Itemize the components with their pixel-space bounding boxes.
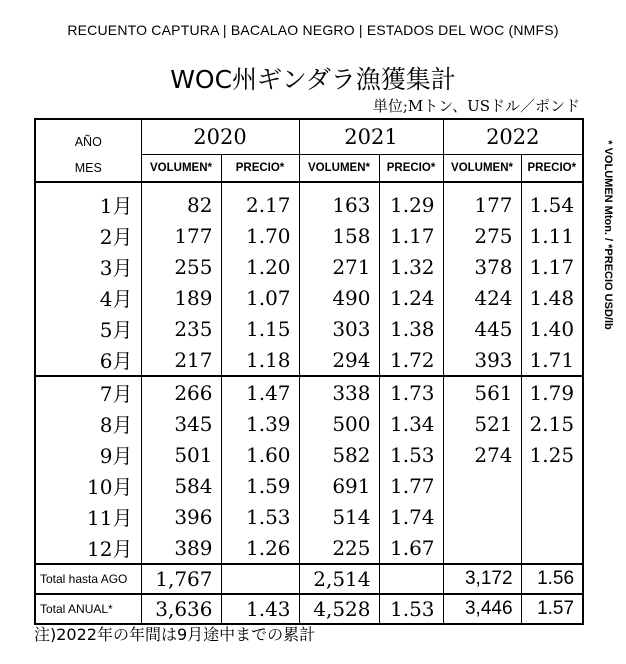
cell-volume-2022 [443,532,521,564]
cell-price-2021: 1.53 [379,439,443,470]
side-note-text: * VOLUMEN Mton. / *PRECIO USD/lb [602,140,614,330]
cell-volume-2022: 521 [443,408,521,439]
cell-price-2020: 2.17 [221,182,299,220]
total-anual-price-2021: 1.53 [379,594,443,624]
cell-volume-2022: 424 [443,282,521,313]
table-row [35,313,583,344]
cell-volume-2020: 255 [141,251,221,282]
cell-price-2021: 1.72 [379,344,443,376]
total-ago-label: Total hasta AGO [35,564,141,594]
cell-price-2022 [521,470,583,501]
cell-volume-2021: 500 [299,408,379,439]
cell-price-2022: 2.15 [521,408,583,439]
cell-price-2021: 1.29 [379,182,443,220]
units-note: 単位;Mトン、USドル／ポンド [372,97,580,115]
cell-volume-2020: 501 [141,439,221,470]
col-volume-2020: VOLUMEN* [141,155,221,183]
total-anual-price-2020: 1.43 [221,594,299,624]
col-price-2020: PRECIO* [221,155,299,183]
total-anual-volume-2022: 3,446 [443,594,521,624]
cell-price-2020: 1.47 [221,376,299,408]
total-anual-price-2022: 1.57 [521,594,583,624]
year-2022: 2022 [443,119,583,155]
catch-table [34,118,584,625]
cell-price-2021: 1.34 [379,408,443,439]
cell-price-2021: 1.17 [379,220,443,251]
cell-volume-2021: 582 [299,439,379,470]
cell-price-2020: 1.53 [221,501,299,532]
cell-volume-2022: 275 [443,220,521,251]
cell-month: 1月 [35,182,141,220]
year-2020: 2020 [141,119,299,155]
cell-price-2020: 1.39 [221,408,299,439]
cell-volume-2022 [443,501,521,532]
cell-volume-2020: 217 [141,344,221,376]
table-body [35,182,583,564]
total-ago-price-2021 [379,564,443,594]
cell-price-2020: 1.59 [221,470,299,501]
cell-volume-2022: 177 [443,182,521,220]
report-header: RECUENTO CAPTURA | BACALAO NEGRO | ESTADOS DEL WOC (NMFS) [67,22,559,38]
cell-month: 6月 [35,344,141,376]
cell-price-2021: 1.32 [379,251,443,282]
cell-volume-2020: 389 [141,532,221,564]
cell-price-2022 [521,501,583,532]
cell-month: 9月 [35,439,141,470]
cell-volume-2021: 303 [299,313,379,344]
total-ago-volume-2021: 2,514 [299,564,379,594]
cell-volume-2020: 266 [141,376,221,408]
total-ago-price-2022: 1.56 [521,564,583,594]
total-anual-volume-2021: 4,528 [299,594,379,624]
total-anual-row [35,594,583,624]
table-row [35,220,583,251]
table-row [35,439,583,470]
month-label: MES [35,155,141,183]
cell-month: 4月 [35,282,141,313]
cell-price-2021: 1.77 [379,470,443,501]
year-2021: 2021 [299,119,443,155]
cell-volume-2021: 271 [299,251,379,282]
side-note [600,120,616,350]
cell-month: 7月 [35,376,141,408]
cell-price-2020: 1.20 [221,251,299,282]
cell-price-2020: 1.60 [221,439,299,470]
cell-volume-2020: 584 [141,470,221,501]
table-row [35,251,583,282]
cell-price-2022: 1.40 [521,313,583,344]
table-row [35,182,583,220]
cell-price-2022: 1.54 [521,182,583,220]
cell-price-2020: 1.07 [221,282,299,313]
cell-price-2022: 1.25 [521,439,583,470]
total-ago-volume-2022: 3,172 [443,564,521,594]
cell-price-2020: 1.70 [221,220,299,251]
cell-price-2022: 1.17 [521,251,583,282]
cell-price-2022: 1.11 [521,220,583,251]
table-row [35,344,583,376]
cell-volume-2021: 691 [299,470,379,501]
cell-volume-2021: 158 [299,220,379,251]
footnote: 注)2022年の年間は9月途中までの累計 [34,625,316,644]
total-anual-label: Total ANUAL* [35,594,141,624]
cell-price-2020: 1.26 [221,532,299,564]
total-ago-volume-2020: 1,767 [141,564,221,594]
col-price-2022: PRECIO* [521,155,583,183]
cell-price-2021: 1.24 [379,282,443,313]
total-ago-price-2020 [221,564,299,594]
table-row [35,470,583,501]
cell-volume-2022: 561 [443,376,521,408]
cell-price-2022 [521,532,583,564]
cell-month: 5月 [35,313,141,344]
cell-month: 3月 [35,251,141,282]
cell-price-2021: 1.67 [379,532,443,564]
cell-volume-2020: 396 [141,501,221,532]
cell-volume-2021: 490 [299,282,379,313]
cell-volume-2021: 514 [299,501,379,532]
cell-volume-2022: 445 [443,313,521,344]
cell-volume-2022: 274 [443,439,521,470]
table-row [35,501,583,532]
cell-month: 12月 [35,532,141,564]
cell-month: 2月 [35,220,141,251]
cell-volume-2021: 338 [299,376,379,408]
cell-volume-2021: 163 [299,182,379,220]
cell-volume-2020: 345 [141,408,221,439]
table-row [35,408,583,439]
table-row [35,282,583,313]
cell-volume-2020: 189 [141,282,221,313]
col-volume-2021: VOLUMEN* [299,155,379,183]
report-title: WOC州ギンダラ漁獲集計 [170,65,456,94]
cell-volume-2020: 177 [141,220,221,251]
total-ago-row [35,564,583,594]
year-label: AÑO [35,119,141,155]
cell-volume-2020: 235 [141,313,221,344]
cell-volume-2022: 393 [443,344,521,376]
cell-month: 11月 [35,501,141,532]
cell-volume-2022 [443,470,521,501]
cell-price-2021: 1.38 [379,313,443,344]
cell-volume-2021: 294 [299,344,379,376]
cell-price-2020: 1.15 [221,313,299,344]
table-row [35,376,583,408]
cell-price-2022: 1.48 [521,282,583,313]
table-row [35,532,583,564]
cell-price-2021: 1.74 [379,501,443,532]
total-anual-volume-2020: 3,636 [141,594,221,624]
cell-price-2022: 1.79 [521,376,583,408]
cell-volume-2021: 225 [299,532,379,564]
cell-price-2022: 1.71 [521,344,583,376]
col-price-2021: PRECIO* [379,155,443,183]
cell-price-2020: 1.18 [221,344,299,376]
cell-price-2021: 1.73 [379,376,443,408]
cell-volume-2020: 82 [141,182,221,220]
cell-month: 10月 [35,470,141,501]
col-volume-2022: VOLUMEN* [443,155,521,183]
cell-volume-2022: 378 [443,251,521,282]
cell-month: 8月 [35,408,141,439]
